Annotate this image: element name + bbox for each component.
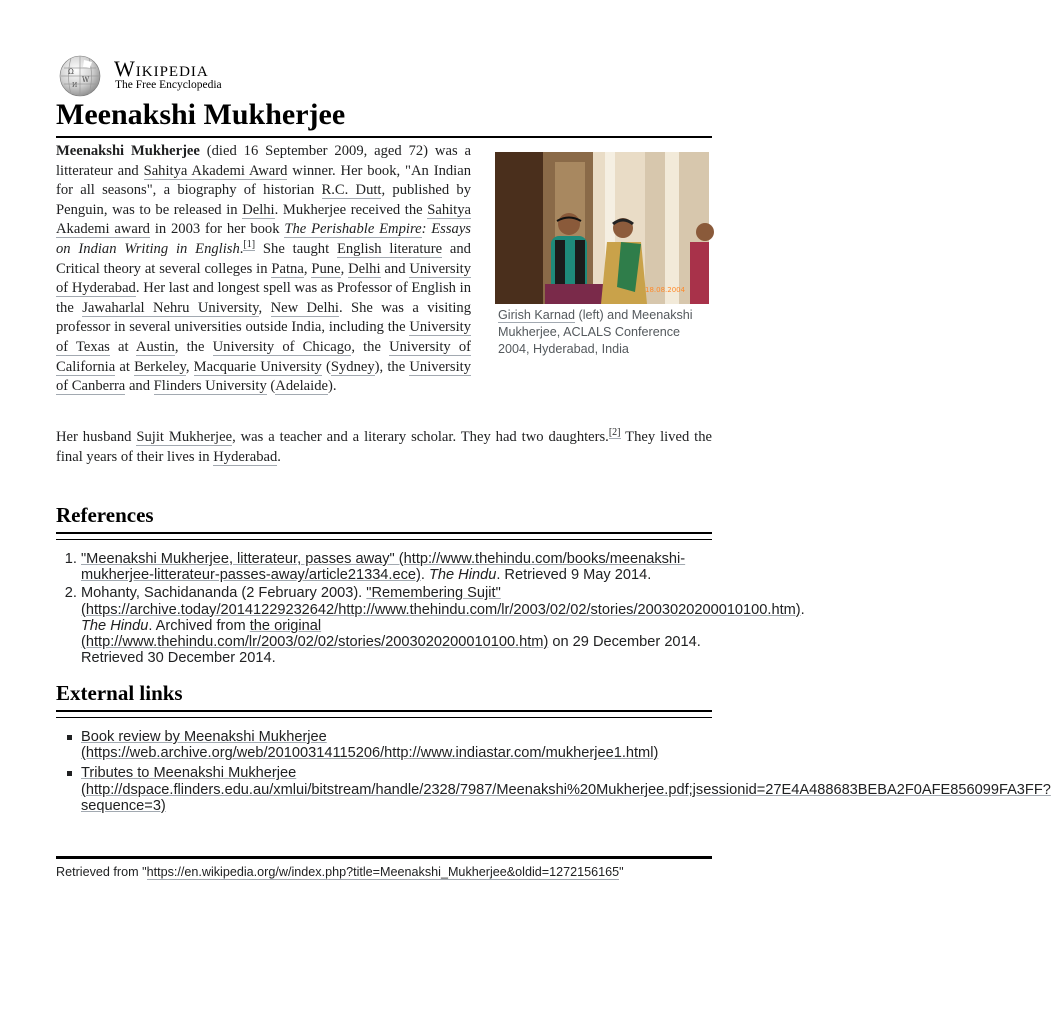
link-sujit-mukherjee[interactable]: Sujit Mukherjee [136, 429, 233, 445]
link-delhi-2[interactable]: Delhi [348, 260, 381, 277]
link-university-of-chicago[interactable]: University of Chicago [212, 338, 352, 355]
title-divider [56, 136, 712, 138]
link-english-literature[interactable]: English literature [336, 240, 443, 257]
infobox-figure [495, 152, 710, 358]
link-university-of-hyderabad[interactable]: University of Hyderabad [56, 260, 472, 297]
link-perishable-empire[interactable]: The Perishable Empire [284, 221, 422, 238]
link-patna[interactable]: Patna [271, 260, 304, 277]
link-pune[interactable]: Pune [311, 260, 341, 277]
reference-2-link[interactable]: "Remembering Sujit" (https://archive.today/20141229232642/http://www.thehindu.com/lr/2003/02/02/stories/2003020200010100.htm) [81, 585, 801, 618]
reference-item: 2. Mohanty, Sachidananda (2 February 2003). "Remembering Sujit" (https://archive.today/20141229232642/http://www.thehindu.com/lr/2003/02/02/stories/2003020200010100.htm). The Hindu. Archived from the original (http://www.thehindu.com/lr/2003/02/02/stories/2003020200010100.htm) on 29 December 2014. Retrieved 30 December 2014. [81, 585, 712, 666]
reference-item: 1. "Meenakshi Mukherjee, litterateur, passes away" (http://www.thehindu.com/books/meenakshi-mukherjee-litterateur-passes-away/article21334.ece). The Hindu. Retrieved 9 May 2014. [81, 551, 712, 583]
references-heading: References [56, 503, 154, 527]
external-link-item [81, 729, 712, 761]
link-new-delhi[interactable]: New Delhi [270, 299, 339, 316]
external-links-heading: External links [56, 681, 183, 705]
lead-paragraph: Meenakshi Mukherjee (died 16 September 2009, aged 72) was a litterateur and Sahitya Akademi Award winner. Her book, "An Indian for all seasons", a biography of historian R.C. Dutt, published by Penguin, was to be released in Delhi. Mukherjee received the Sahitya Akademi award in 2003 for her book The Perishable Empire: Essays on Indian Writing in English.[1] She taught English literature and Critical theory at several colleges in Patna, Pune, Delhi and University of Hyderabad. Her last and longest spell was as Professor of English in the Jawaharlal Nehru University, New Delhi. She was a visiting professor in several universities outside India, including the University of Texas at Austin, the University of Chicago, the University of California at Berkeley, Macquarie University (Sydney), the University of Canberra and Flinders University (Adelaide). [56, 143, 472, 395]
family-paragraph: Her husband Sujit Mukherjee, was a teacher and a literary scholar. They had two daughters.[2] They lived the final years of their lives in Hyderabad. [56, 427, 712, 465]
external-link-item [81, 765, 1051, 814]
permanent-link[interactable]: https://en.wikipedia.org/w/index.php?title=Meenakshi_Mukherjee&oldid=1272156165 [146, 865, 620, 879]
link-sydney[interactable]: Sydney [330, 358, 375, 375]
wordmark: Wikipedia [114, 56, 209, 81]
svg-text:W: W [82, 76, 90, 84]
photo-date-stamp: 18.08.2004 [645, 286, 686, 294]
footer-divider [56, 856, 712, 859]
portrait-photo[interactable] [495, 152, 709, 304]
link-rc-dutt[interactable]: R.C. Dutt [321, 182, 382, 199]
link-austin[interactable]: Austin [135, 338, 175, 355]
references-divider-2 [56, 539, 712, 540]
external-link-book-review[interactable]: Book review by Meenakshi Mukherjee (https://web.archive.org/web/20100314115206/http://www.indiastar.com/mukherjee1.html) [81, 729, 659, 762]
link-university-of-california[interactable]: University of California [56, 338, 472, 375]
link-jnu[interactable]: Jawaharlal Nehru University [82, 299, 259, 316]
globe-puzzle-icon [56, 54, 104, 98]
link-delhi[interactable]: Delhi [242, 201, 275, 218]
link-sahitya-akademi-award-2[interactable]: Sahitya Akademi award [56, 201, 471, 238]
link-adelaide[interactable]: Adelaide [275, 378, 328, 395]
article-subject: Meenakshi Mukherjee [56, 143, 200, 159]
external-links-divider [56, 710, 712, 712]
reference-1-link[interactable]: "Meenakshi Mukherjee, litterateur, passes away" (http://www.thehindu.com/books/meenakshi-mukherjee-litterateur-passes-away/article21334.ece) [81, 551, 686, 584]
references-list [56, 551, 805, 668]
link-university-of-canberra[interactable]: University of Canberra [56, 358, 471, 395]
external-link-tributes[interactable]: Tributes to Meenakshi Mukherjee (http://dspace.flinders.edu.au/xmlui/bitstream/handle/2328/7987/Meenakshi%20Mukherjee.pdf;jsessionid=27E4A488683BEBA2F0AFE856099FA3FF?sequence=3) [81, 765, 1051, 814]
tagline: The Free Encyclopedia [115, 79, 222, 91]
link-sahitya-akademi-award[interactable]: Sahitya Akademi Award [143, 162, 288, 179]
svg-text:Ω: Ω [68, 68, 74, 76]
citation-2[interactable]: [2] [608, 427, 621, 439]
link-macquarie-university[interactable]: Macquarie University [193, 358, 322, 375]
retrieved-from: Retrieved from "https://en.wikipedia.org/w/index.php?title=Meenakshi_Mukherjee&oldid=1272156165" [56, 865, 624, 879]
link-hyderabad[interactable]: Hyderabad [213, 449, 278, 465]
external-links-divider-2 [56, 717, 712, 718]
citation-1[interactable]: [1] [243, 239, 256, 251]
link-university-of-texas[interactable]: University of Texas [56, 319, 471, 355]
svg-text:И: И [72, 82, 78, 89]
figure-caption: Girish Karnad (left) and Meenakshi Mukherjee, ACLALS Conference 2004, Hyderabad, India [498, 308, 693, 356]
caption-link-girish-karnad[interactable]: Girish Karnad [498, 308, 575, 322]
external-links-list [56, 729, 1051, 818]
reference-2-original-link[interactable]: the original (http://www.thehindu.com/lr/2003/02/02/stories/2003020200010100.htm) [81, 617, 549, 651]
page-title: Meenakshi Mukherjee [56, 98, 346, 131]
link-flinders-university[interactable]: Flinders University [153, 378, 267, 395]
references-divider [56, 532, 712, 534]
link-berkeley[interactable]: Berkeley [134, 358, 186, 375]
